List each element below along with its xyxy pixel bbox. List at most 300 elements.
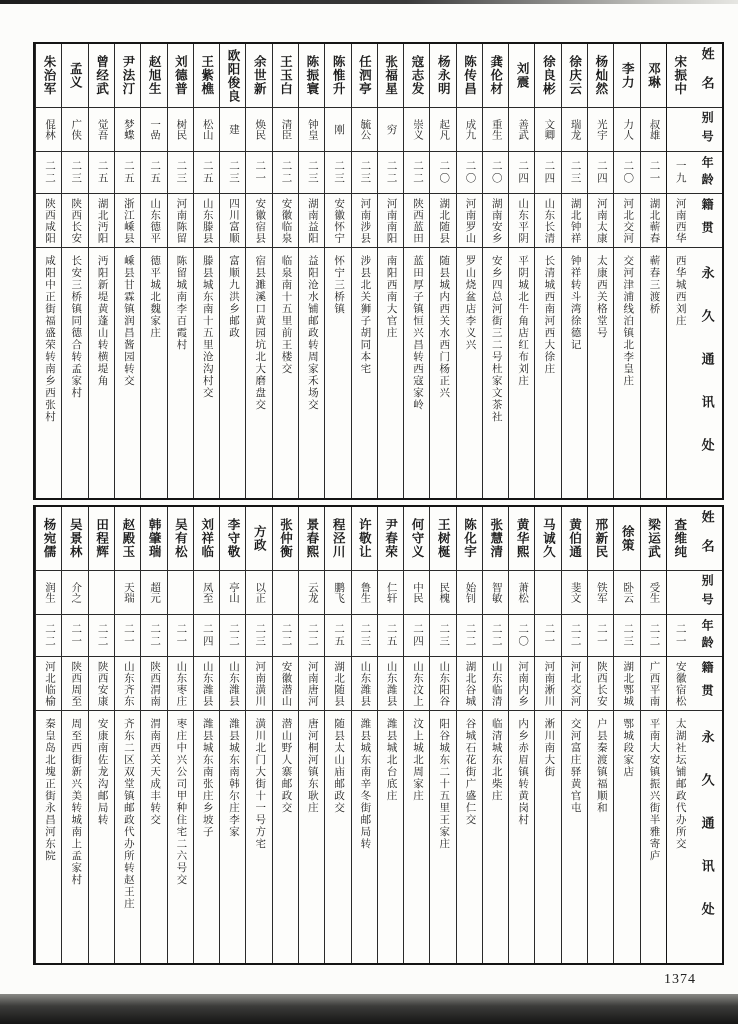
person-age-cell	[509, 615, 534, 657]
person-address: 枣庄中兴公司甲种住宅二六号交	[175, 718, 187, 886]
person-name-cell	[115, 44, 140, 108]
person-origin-cell	[509, 194, 534, 248]
header-name-cell	[692, 507, 722, 571]
person-column	[456, 507, 482, 963]
person-origin-cell	[562, 657, 587, 711]
header-column	[692, 44, 722, 498]
person-origin-cell	[352, 657, 377, 711]
person-age-cell	[457, 152, 482, 194]
person-address-cell	[667, 248, 692, 498]
person-alias: 树民	[175, 119, 187, 140]
person-column	[613, 507, 639, 963]
person-alias-cell	[246, 571, 271, 615]
person-column	[272, 44, 298, 498]
person-age-cell	[667, 615, 692, 657]
person-address-cell	[246, 711, 271, 963]
person-name-cell	[378, 507, 403, 571]
person-age: 二五	[149, 160, 161, 185]
person-column	[351, 507, 377, 963]
person-address: 西华城西刘庄	[674, 255, 686, 327]
person-origin-cell	[352, 194, 377, 248]
person-column	[587, 44, 613, 498]
person-address: 安康南佐龙沟邮局转	[96, 718, 108, 826]
person-age-cell	[588, 152, 613, 194]
person-alias-cell	[220, 108, 245, 152]
person-age: 二二	[490, 623, 502, 648]
person-address: 涉县北关狮子胡同本宅	[359, 255, 371, 375]
person-alias-cell	[614, 571, 639, 615]
person-origin-cell	[483, 194, 508, 248]
person-name-cell	[168, 44, 193, 108]
person-name-cell	[535, 507, 560, 571]
person-name-cell	[509, 507, 534, 571]
person-alias: 以正	[254, 582, 266, 603]
person-alias-cell	[430, 108, 455, 152]
person-column	[561, 507, 587, 963]
person-name-cell	[273, 44, 298, 108]
person-origin: 山东潍县	[227, 660, 239, 707]
person-address: 益阳沧水铺邮政转周家禾场交	[306, 255, 318, 411]
person-age: 二一	[648, 160, 660, 185]
person-alias-cell	[246, 108, 271, 152]
person-age-cell	[641, 152, 666, 194]
person-age-cell	[430, 152, 455, 194]
person-name-cell	[641, 507, 666, 571]
person-age-cell	[141, 152, 166, 194]
person-age: 二〇	[517, 623, 529, 648]
person-address: 潜山野人寨邮政交	[280, 718, 292, 814]
person-name-cell	[457, 507, 482, 571]
person-age-cell	[457, 615, 482, 657]
person-alias-cell	[562, 571, 587, 615]
person-alias: 力人	[622, 119, 634, 140]
person-column	[88, 507, 114, 963]
person-age: 二三	[70, 160, 82, 185]
person-alias: 斐文	[569, 582, 581, 603]
person-alias-cell	[404, 108, 429, 152]
person-age-cell	[194, 615, 219, 657]
person-origin-cell	[168, 657, 193, 711]
person-origin: 山东平阴	[517, 197, 529, 244]
person-alias-cell	[115, 108, 140, 152]
person-origin-cell	[641, 657, 666, 711]
person-address-cell	[36, 711, 61, 963]
person-name: 黄华熙	[515, 518, 530, 559]
person-origin: 湖北沔阳	[96, 197, 108, 244]
person-name: 查维纯	[672, 518, 687, 559]
person-address: 陈留城南李百霞村	[175, 255, 187, 351]
person-origin-cell	[588, 194, 613, 248]
person-origin-cell	[62, 657, 87, 711]
person-address: 渭南西关天成丰转交	[149, 718, 161, 826]
person-alias-cell	[89, 108, 114, 152]
person-alias-cell	[325, 108, 350, 152]
person-name: 张仲衡	[278, 518, 293, 559]
person-name: 王树梴	[436, 518, 451, 559]
header-address-label: 永久通讯处	[699, 265, 715, 481]
person-alias-cell	[194, 571, 219, 615]
person-origin: 河南南阳	[385, 197, 397, 244]
person-column	[324, 507, 350, 963]
person-origin-cell	[404, 194, 429, 248]
person-name: 杨永明	[436, 55, 451, 96]
person-column	[508, 44, 534, 498]
person-origin-cell	[141, 194, 166, 248]
person-alias: 云龙	[306, 582, 318, 603]
header-name-cell	[692, 44, 722, 108]
person-age: 二四	[517, 160, 529, 185]
person-name-cell	[220, 507, 245, 571]
person-age-cell	[352, 615, 377, 657]
person-origin-cell	[325, 657, 350, 711]
person-alias-cell	[404, 571, 429, 615]
person-address: 怀宁三桥镇	[333, 255, 345, 315]
person-alias-cell	[89, 571, 114, 615]
person-alias-cell	[325, 571, 350, 615]
person-address-cell	[36, 248, 61, 498]
person-address-cell	[588, 248, 613, 498]
person-origin: 湖南益阳	[306, 197, 318, 244]
directory-table-top	[33, 42, 724, 500]
person-origin-cell	[378, 194, 403, 248]
person-column	[351, 44, 377, 498]
person-alias: 一嵒	[149, 119, 161, 140]
person-origin-cell	[246, 194, 271, 248]
person-address: 汶上城北周家庄	[411, 718, 423, 802]
person-origin: 河北交河	[569, 660, 581, 707]
person-address: 唐河桐河镇东耿庄	[306, 718, 318, 814]
person-address-cell	[325, 248, 350, 498]
person-address-cell	[430, 711, 455, 963]
person-alias: 超元	[149, 582, 161, 603]
person-alias: 中民	[411, 582, 423, 603]
person-alias-cell	[273, 108, 298, 152]
person-origin-cell	[299, 657, 324, 711]
header-alias-label: 别号	[700, 573, 715, 612]
person-name-cell	[141, 44, 166, 108]
person-origin-cell	[535, 657, 560, 711]
person-alias: 智敏	[490, 582, 502, 603]
person-alias-cell	[562, 108, 587, 152]
person-column	[534, 507, 560, 963]
person-name-cell	[352, 507, 377, 571]
person-name: 吴景林	[68, 518, 83, 559]
person-alias-cell	[378, 571, 403, 615]
person-alias: 成九	[464, 119, 476, 140]
person-address: 咸阳中正街福盛荣转南乡西张村	[44, 255, 56, 423]
person-alias: 润生	[44, 582, 56, 603]
person-address: 平阴城北牛角店红布刘庄	[517, 255, 529, 387]
person-alias-cell	[378, 108, 403, 152]
person-age: 一九	[674, 160, 686, 185]
person-age: 二二	[411, 160, 423, 185]
header-name-label: 姓名	[699, 46, 715, 105]
person-origin: 河南唐河	[306, 660, 318, 707]
person-age: 二二	[96, 623, 108, 648]
person-origin: 山东枣庄	[175, 660, 187, 707]
person-column	[613, 44, 639, 498]
person-age-cell	[404, 152, 429, 194]
person-column	[429, 507, 455, 963]
person-column	[272, 507, 298, 963]
person-address: 交河津浦线泊镇北李皇庄	[622, 255, 634, 387]
person-column	[640, 507, 666, 963]
person-name: 张慧清	[488, 518, 503, 559]
person-age-cell	[325, 152, 350, 194]
person-origin-cell	[299, 194, 324, 248]
person-name-cell	[89, 44, 114, 108]
header-age-cell	[692, 152, 722, 194]
person-name-cell	[62, 507, 87, 571]
person-column	[429, 44, 455, 498]
person-address: 南阳西南大官庄	[385, 255, 397, 339]
header-alias-label: 别号	[700, 110, 715, 149]
person-origin: 山东德平	[149, 197, 161, 244]
person-age-cell	[141, 615, 166, 657]
person-alias: 重生	[490, 119, 502, 140]
person-name: 王玉白	[278, 55, 293, 96]
person-age-cell	[667, 152, 692, 194]
person-alias: 仁轩	[385, 582, 397, 603]
person-alias-cell	[115, 571, 140, 615]
person-age-cell	[588, 615, 613, 657]
person-age-cell	[220, 615, 245, 657]
person-origin: 山东滕县	[201, 197, 213, 244]
person-column	[114, 44, 140, 498]
person-address-cell	[220, 711, 245, 963]
person-address: 临清城东北柴庄	[490, 718, 502, 802]
person-name-cell	[36, 507, 61, 571]
person-origin: 陕西蓝田	[411, 197, 423, 244]
person-origin: 湖南安乡	[490, 197, 502, 244]
person-origin: 河南涉县	[359, 197, 371, 244]
person-origin-cell	[430, 194, 455, 248]
person-address: 沔阳新堤黄蓬山转横堤角	[96, 255, 108, 387]
person-column	[377, 44, 403, 498]
person-address-cell	[352, 248, 377, 498]
person-origin: 山东潍县	[201, 660, 213, 707]
header-address-cell	[692, 711, 722, 963]
person-alias-cell	[509, 108, 534, 152]
person-age: 二二	[306, 623, 318, 648]
person-alias-cell	[299, 108, 324, 152]
person-origin-cell	[588, 657, 613, 711]
person-column	[377, 507, 403, 963]
person-origin: 山东潍县	[359, 660, 371, 707]
person-address-cell	[588, 711, 613, 963]
person-address-cell	[483, 711, 508, 963]
person-age-cell	[641, 615, 666, 657]
person-address-cell	[89, 248, 114, 498]
person-address-cell	[352, 711, 377, 963]
person-address: 罗山烧盆店李义兴	[464, 255, 476, 351]
person-name-cell	[667, 44, 692, 108]
header-origin-label: 籍贯	[700, 197, 715, 244]
person-origin-cell	[194, 657, 219, 711]
person-address: 潢川北门大街十一号方宅	[254, 718, 266, 850]
person-alias: 始钊	[464, 582, 476, 603]
person-age: 二二	[280, 623, 292, 648]
person-age: 二一	[175, 623, 187, 648]
person-alias-cell	[457, 571, 482, 615]
person-address: 潍县城东南辛冬街邮局转	[359, 718, 371, 850]
person-origin-cell	[667, 194, 692, 248]
person-name: 陈化宇	[462, 518, 477, 559]
person-name: 许敬让	[357, 518, 372, 559]
person-name: 邓琳	[646, 62, 661, 89]
person-origin: 河北临榆	[44, 660, 56, 707]
person-age-cell	[483, 152, 508, 194]
person-alias-cell	[168, 571, 193, 615]
person-address-cell	[273, 711, 298, 963]
person-address-cell	[562, 248, 587, 498]
person-origin-cell	[404, 657, 429, 711]
person-alias: 松山	[201, 119, 213, 140]
person-name-cell	[89, 507, 114, 571]
person-address-cell	[509, 711, 534, 963]
person-column	[167, 44, 193, 498]
person-age-cell	[562, 152, 587, 194]
person-column	[482, 44, 508, 498]
person-age-cell	[246, 615, 271, 657]
person-name-cell	[562, 44, 587, 108]
person-name: 赵旭生	[147, 55, 162, 96]
person-name: 景春熙	[304, 518, 319, 559]
person-origin-cell	[535, 194, 560, 248]
person-alias-cell	[273, 571, 298, 615]
person-address-cell	[378, 711, 403, 963]
person-age-cell	[430, 615, 455, 657]
person-name-cell	[115, 507, 140, 571]
header-origin-cell	[692, 657, 722, 711]
person-alias-cell	[220, 571, 245, 615]
person-alias: 叔雄	[648, 119, 660, 140]
person-name-cell	[667, 507, 692, 571]
person-address: 潍县城东南韩尔庄李家	[227, 718, 239, 838]
person-alias: 瑞龙	[569, 119, 581, 140]
person-origin: 安徽宿县	[254, 197, 266, 244]
person-origin: 安徽怀宁	[333, 197, 345, 244]
person-column	[35, 507, 61, 963]
person-name: 张福星	[383, 55, 398, 96]
person-column	[35, 44, 61, 498]
person-origin: 陕西咸阳	[44, 197, 56, 244]
page-number: 1374	[664, 972, 696, 987]
person-origin-cell	[194, 194, 219, 248]
person-age: 二三	[333, 160, 345, 185]
person-alias: 觉吾	[96, 119, 108, 140]
person-age-cell	[509, 152, 534, 194]
person-column	[298, 44, 324, 498]
person-name: 黄伯通	[567, 518, 582, 559]
person-address-cell	[299, 711, 324, 963]
person-age: 二五	[201, 160, 213, 185]
person-name-cell	[246, 507, 271, 571]
person-origin-cell	[641, 194, 666, 248]
person-name: 田程辉	[94, 518, 109, 559]
person-name: 陈传昌	[462, 55, 477, 96]
person-age: 二四	[543, 160, 555, 185]
person-name: 王紫樵	[199, 55, 214, 96]
person-age: 二二	[648, 623, 660, 648]
person-alias: 天瑞	[122, 582, 134, 603]
person-age-cell	[89, 152, 114, 194]
person-address: 户县秦渡镇福顺和	[595, 718, 607, 814]
person-alias-cell	[535, 108, 560, 152]
person-column	[403, 44, 429, 498]
person-name: 韩肇瑞	[147, 518, 162, 559]
person-age: 二二	[149, 623, 161, 648]
person-age-cell	[62, 152, 87, 194]
person-name-cell	[194, 44, 219, 108]
person-address-cell	[141, 711, 166, 963]
person-column	[61, 507, 87, 963]
person-address-cell	[535, 248, 560, 498]
person-origin-cell	[36, 194, 61, 248]
person-column	[403, 507, 429, 963]
person-alias-cell	[667, 571, 692, 615]
person-address-cell	[562, 711, 587, 963]
person-age-cell	[483, 615, 508, 657]
person-age: 二〇	[490, 160, 502, 185]
person-name-cell	[430, 507, 455, 571]
person-alias: 亭山	[227, 582, 239, 603]
header-age-cell	[692, 615, 722, 657]
person-age: 二二	[569, 623, 581, 648]
person-origin-cell	[220, 194, 245, 248]
person-alias: 倱林	[44, 119, 56, 140]
person-address: 富顺九洪乡邮政	[227, 255, 239, 339]
header-name-label: 姓名	[699, 509, 715, 568]
person-address-cell	[457, 248, 482, 498]
person-column	[219, 44, 245, 498]
person-origin-cell	[430, 657, 455, 711]
person-name-cell	[509, 44, 534, 108]
person-age-cell	[194, 152, 219, 194]
person-origin: 湖北随县	[438, 197, 450, 244]
person-name: 曾经武	[94, 55, 109, 96]
person-age-cell	[614, 152, 639, 194]
header-age-label: 年龄	[700, 618, 715, 653]
person-column	[61, 44, 87, 498]
person-alias: 崇义	[411, 119, 423, 140]
person-age: 二三	[622, 623, 634, 648]
person-origin: 湖北钟祥	[569, 197, 581, 244]
person-age: 二三	[359, 623, 371, 648]
person-address-cell	[115, 711, 140, 963]
person-address: 随县太山庙邮政交	[333, 718, 345, 814]
person-origin-cell	[246, 657, 271, 711]
person-age: 二一	[595, 623, 607, 648]
person-alias-cell	[62, 108, 87, 152]
person-alias-cell	[299, 571, 324, 615]
person-alias: 梦蝶	[122, 119, 134, 140]
person-column	[508, 507, 534, 963]
person-age-cell	[535, 615, 560, 657]
person-column	[245, 507, 271, 963]
person-address-cell	[483, 248, 508, 498]
person-alias: 广侠	[70, 119, 82, 140]
person-age-cell	[352, 152, 377, 194]
person-address: 潍县城东南张庄乡坡子	[201, 718, 213, 838]
person-alias-cell	[535, 571, 560, 615]
header-alias-cell	[692, 108, 722, 152]
person-origin-cell	[325, 194, 350, 248]
person-address-cell	[299, 248, 324, 498]
person-alias-cell	[588, 108, 613, 152]
person-name: 刘德普	[173, 55, 188, 96]
person-address-cell	[509, 248, 534, 498]
